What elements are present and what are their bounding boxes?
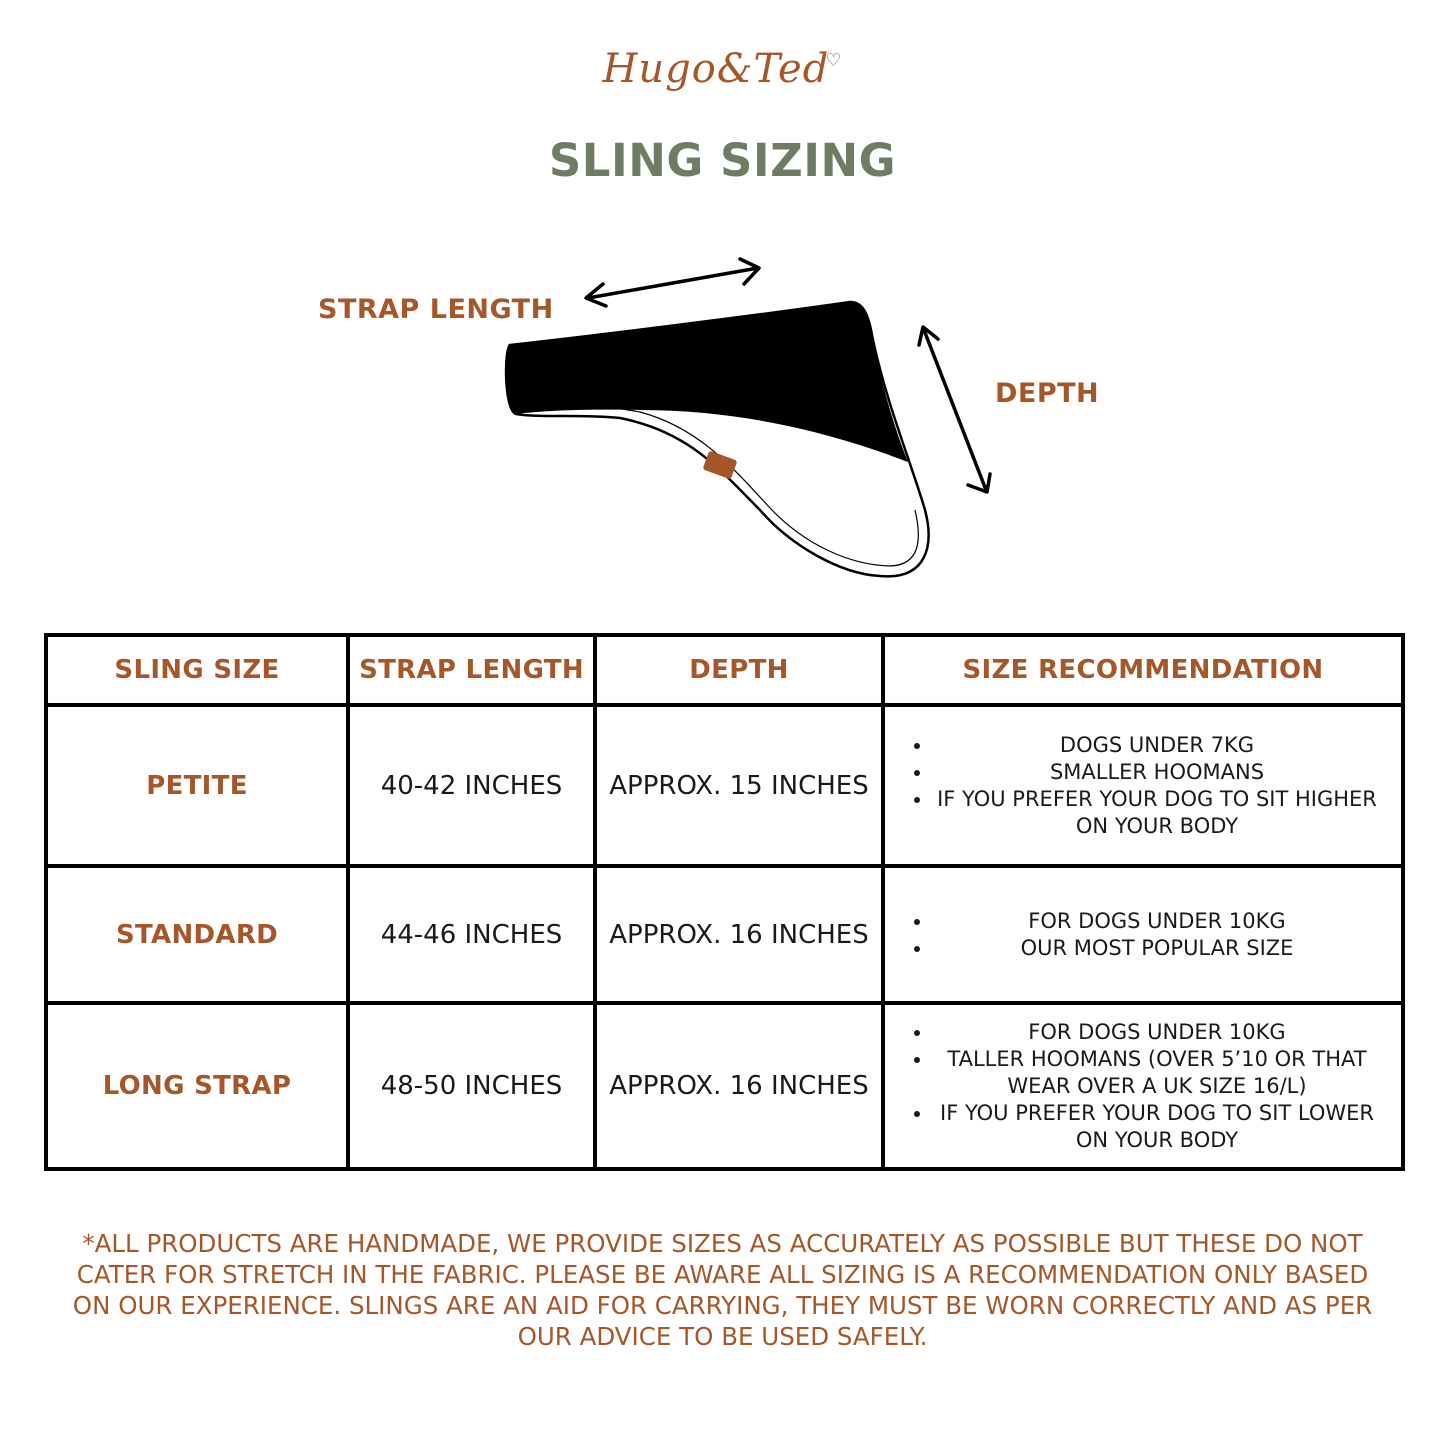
- heart-icon: ♡: [825, 50, 843, 71]
- strap-length-label: STRAP LENGTH: [318, 294, 554, 325]
- table-row: [46, 866, 1403, 1003]
- row-strap-length: 48-50 INCHES: [348, 1003, 595, 1169]
- table-row: [46, 705, 1403, 866]
- header-size-recommendation: SIZE RECOMMENDATION: [883, 635, 1403, 705]
- page-title: SLING SIZING: [548, 134, 897, 187]
- sling-diagram: [0, 0, 1445, 620]
- row-size: PETITE: [46, 705, 348, 866]
- recommendation-list: [885, 908, 1401, 962]
- row-size: LONG STRAP: [46, 1003, 348, 1169]
- row-recommendation: [883, 866, 1403, 1003]
- list-item: • IF YOU PREFER YOUR DOG TO SIT HIGHER ON YOUR BODY: [933, 786, 1401, 840]
- row-strap-length: 44-46 INCHES: [348, 866, 595, 1003]
- row-depth: APPROX. 16 INCHES: [595, 866, 883, 1003]
- list-item: • IF YOU PREFER YOUR DOG TO SIT LOWER ON YOUR BODY: [933, 1100, 1401, 1154]
- brand-name: Hugo&Ted: [602, 46, 830, 92]
- list-item: • SMALLER HOOMANS: [933, 759, 1401, 786]
- table-row: [46, 1003, 1403, 1169]
- table-header-row: [46, 635, 1403, 705]
- row-depth: APPROX. 16 INCHES: [595, 1003, 883, 1169]
- row-depth: APPROX. 15 INCHES: [595, 705, 883, 866]
- recommendation-list: [885, 732, 1401, 840]
- row-recommendation: [883, 1003, 1403, 1169]
- list-item: • TALLER HOOMANS (OVER 5’10 OR THAT WEAR OVER A UK SIZE 16/L): [933, 1046, 1401, 1100]
- sling-illustration: [506, 302, 928, 576]
- list-item: • FOR DOGS UNDER 10KG: [933, 1019, 1401, 1046]
- row-size: STANDARD: [46, 866, 348, 1003]
- list-item: • OUR MOST POPULAR SIZE: [933, 935, 1401, 962]
- sizing-table: [44, 633, 1405, 1171]
- list-item: • FOR DOGS UNDER 10KG: [933, 908, 1401, 935]
- header-strap-length: STRAP LENGTH: [348, 635, 595, 705]
- row-strap-length: 40-42 INCHES: [348, 705, 595, 866]
- row-recommendation: [883, 705, 1403, 866]
- recommendation-list: [885, 1019, 1401, 1154]
- header-depth: DEPTH: [595, 635, 883, 705]
- depth-label: DEPTH: [995, 378, 1100, 409]
- strap-length-arrow: [586, 259, 759, 306]
- depth-arrow: [919, 327, 990, 492]
- header-sling-size: SLING SIZE: [46, 635, 348, 705]
- list-item: • DOGS UNDER 7KG: [933, 732, 1401, 759]
- footnote: *ALL PRODUCTS ARE HANDMADE, WE PROVIDE SIZES AS ACCURATELY AS POSSIBLE BUT THESE DO NOT CATER FOR STRETCH IN THE FABRIC. PLEASE BE AWARE ALL SIZING IS A RECOMMENDATION ONLY BASED ON OUR EXPERIENCE. SLINGS ARE AN AID FOR CARRYING, THEY MUST BE WORN CORRECTLY AND AS PER OUR ADVICE TO BE USED SAFELY.: [72, 1229, 1373, 1351]
